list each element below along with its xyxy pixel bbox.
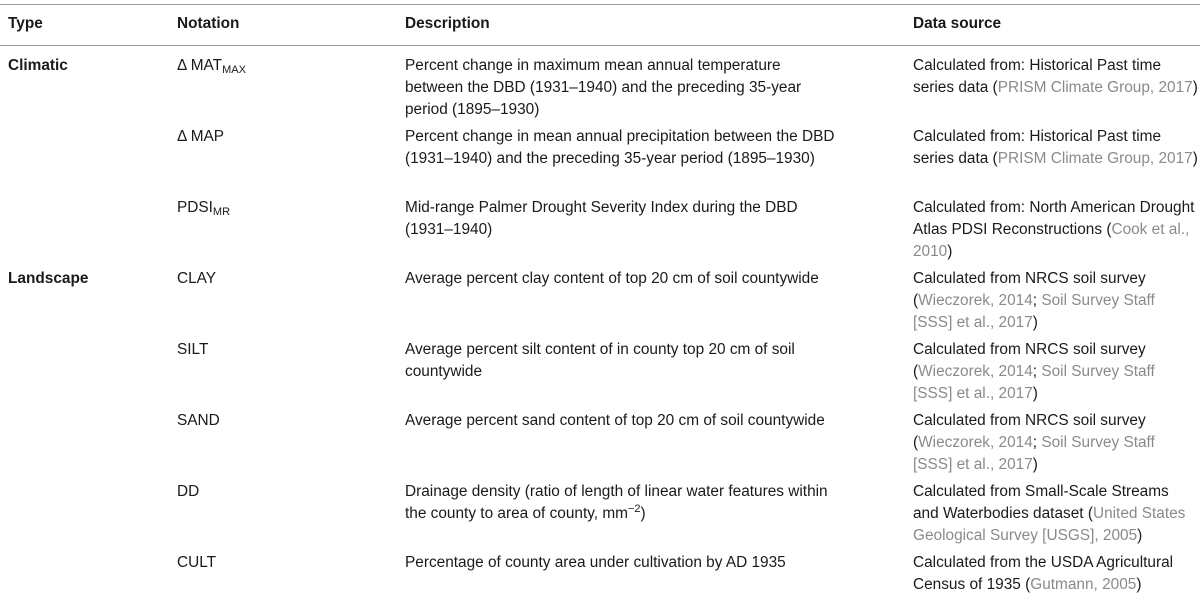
data-source-cell: [913, 55, 1198, 99]
description-superscript: −2: [628, 503, 641, 515]
notation-main: Δ MAP: [177, 128, 225, 145]
source-text: ): [1032, 385, 1038, 402]
data-source-cell: [913, 197, 1198, 263]
type-cell: Landscape: [8, 270, 89, 287]
citation-link[interactable]: Soil Survey Staff [SSS] et al., 2017: [913, 434, 1155, 473]
data-source-cell: [913, 126, 1198, 170]
data-source-cell: [913, 339, 1198, 405]
description-cell: Average percent sand content of top 20 cm of soil countywide: [405, 412, 825, 429]
type-cell: Climatic: [8, 57, 68, 74]
notation-cell: [177, 481, 199, 503]
data-source-cell: [913, 481, 1198, 547]
description-cell: Average percent silt content of in county top 20 cm of soil countywide: [405, 341, 795, 380]
source-text: ): [1192, 150, 1198, 167]
citation-link[interactable]: Soil Survey Staff [SSS] et al., 2017: [913, 292, 1155, 331]
source-text: ): [1137, 527, 1143, 544]
notation-main: CULT: [177, 554, 217, 571]
notation-cell: [177, 126, 224, 148]
header-data-source: Data source: [913, 15, 1002, 32]
notation-cell: [177, 268, 216, 290]
description-cell: Average percent clay content of top 20 cm of soil countywide: [405, 270, 819, 287]
description-cell: Mid-range Palmer Drought Severity Index during the DBD (1931–1940): [405, 199, 798, 238]
notation-cell: [177, 339, 208, 361]
header-notation: Notation: [177, 15, 240, 32]
citation-link[interactable]: Wieczorek, 2014: [918, 363, 1033, 380]
source-text: Calculated from NRCS soil survey (: [913, 270, 1146, 309]
notation-main: Δ MAT: [177, 57, 223, 74]
data-source-cell: [913, 268, 1198, 334]
source-text: ): [1032, 456, 1038, 473]
source-text: Calculated from NRCS soil survey (: [913, 341, 1146, 380]
description-cell: Percent change in mean annual precipitation between the DBD (1931–1940) and the preceding 35-year period (1895–1930): [405, 128, 835, 167]
citation-link[interactable]: Soil Survey Staff [SSS] et al., 2017: [913, 363, 1155, 402]
source-text: ;: [1032, 434, 1042, 451]
source-text: Calculated from: Historical Past time series data (: [913, 128, 1162, 167]
citation-link[interactable]: PRISM Climate Group, 2017: [997, 150, 1193, 167]
table-header-row: [0, 13, 1200, 37]
citation-link[interactable]: Wieczorek, 2014: [918, 434, 1033, 451]
data-source-cell: [913, 410, 1198, 476]
header-type: Type: [8, 15, 43, 32]
description-text: ): [640, 505, 646, 522]
notation-main: SAND: [177, 412, 220, 429]
notation-subscript: MR: [212, 206, 231, 218]
citation-link[interactable]: Gutmann, 2005: [1030, 576, 1137, 593]
table-top-rule: [0, 4, 1200, 5]
source-text: ): [1192, 79, 1198, 96]
citation-link[interactable]: Wieczorek, 2014: [918, 292, 1033, 309]
notation-main: DD: [177, 483, 200, 500]
notation-subscript: MAX: [222, 64, 246, 76]
source-text: Calculated from NRCS soil survey (: [913, 412, 1146, 451]
description-text: Drainage density (ratio of length of linear water features within the county to area of county, mm: [405, 483, 828, 522]
header-description: Description: [405, 15, 490, 32]
description-cell: Percentage of county area under cultivation by AD 1935: [405, 554, 786, 571]
notation-cell: [177, 410, 220, 432]
citation-link[interactable]: PRISM Climate Group, 2017: [997, 79, 1193, 96]
notation-main: SILT: [177, 341, 209, 358]
notation-cell: [177, 55, 246, 77]
description-cell: [405, 481, 835, 525]
source-text: ): [1136, 576, 1142, 593]
source-text: Calculated from Small-Scale Streams and Waterbodies dataset (: [913, 483, 1169, 522]
source-text: ): [947, 243, 953, 260]
citation-link[interactable]: Cook et al., 2010: [913, 221, 1190, 260]
table-header-rule: [0, 45, 1200, 46]
source-text: ;: [1032, 363, 1042, 380]
data-source-cell: [913, 552, 1198, 596]
source-text: ;: [1032, 292, 1042, 309]
description-cell: Percent change in maximum mean annual temperature between the DBD (1931–1940) and the preceding 35-year period (1895–1930): [405, 57, 802, 118]
notation-main: PDSI: [177, 199, 213, 216]
citation-link[interactable]: United States Geological Survey [USGS], 2005: [913, 505, 1186, 544]
source-text: Calculated from: Historical Past time series data (: [913, 57, 1162, 96]
notation-cell: [177, 552, 216, 574]
source-text: ): [1032, 314, 1038, 331]
notation-main: CLAY: [177, 270, 217, 287]
notation-cell: [177, 197, 230, 219]
source-text: Calculated from: North American Drought Atlas PDSI Reconstructions (: [913, 199, 1195, 238]
source-text: Calculated from the USDA Agricultural Census of 1935 (: [913, 554, 1174, 593]
